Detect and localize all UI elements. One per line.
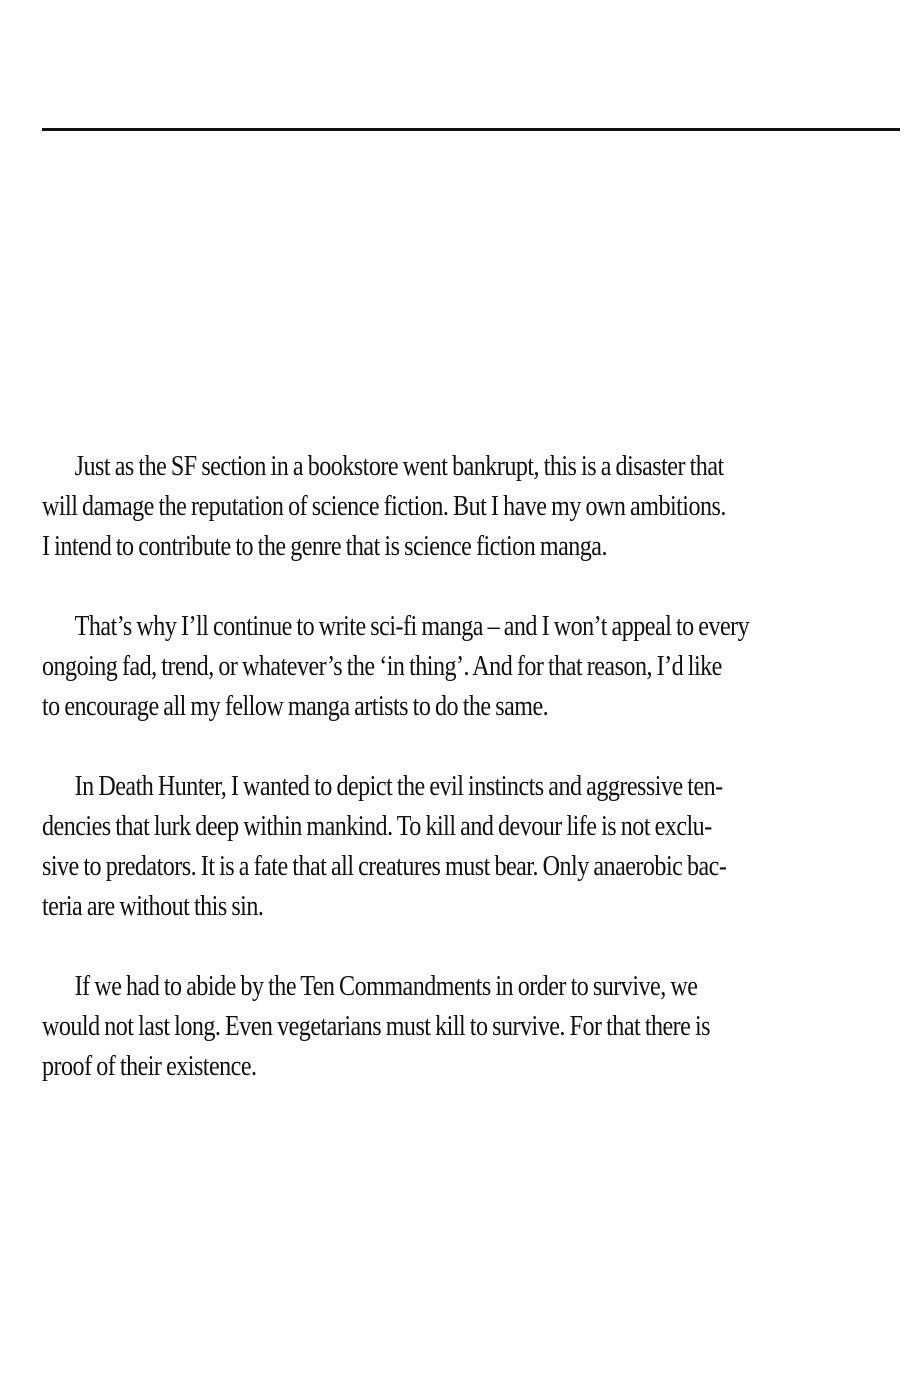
text-line: Just as the SF section in a bookstore went bankrupt, this is a disaster that — [74, 451, 724, 482]
text-line: In Death Hunter, I wanted to depict the evil instincts and aggressive ten- — [74, 771, 723, 802]
top-horizontal-rule — [42, 128, 900, 131]
text-line: ongoing fad, trend, or whatever’s the ‘in thing’. And for that reason, I’d like — [42, 651, 722, 682]
text-line: to encourage all my fellow manga artists to do the same. — [42, 691, 549, 722]
text-line: If we had to abide by the Ten Commandments in order to survive, we — [74, 971, 698, 1002]
paragraph-4 — [42, 967, 872, 1087]
text-line: teria are without this sin. — [42, 891, 264, 922]
body-text — [42, 447, 872, 1127]
text-line: That’s why I’ll continue to write sci-fi manga – and I won’t appeal to every — [74, 611, 750, 642]
text-line: I intend to contribute to the genre that is science fiction manga. — [42, 531, 607, 562]
paragraph-2 — [42, 607, 872, 727]
text-line: proof of their existence. — [42, 1051, 257, 1082]
text-line: will damage the reputation of science fiction. But I have my own ambitions. — [42, 491, 726, 522]
text-line: would not last long. Even vegetarians must kill to survive. For that there is — [42, 1011, 711, 1042]
paragraph-3 — [42, 767, 872, 927]
text-line: sive to predators. It is a fate that all creatures must bear. Only anaerobic bac- — [42, 851, 727, 882]
paragraph-1 — [42, 447, 872, 567]
text-line: dencies that lurk deep within mankind. To kill and devour life is not exclu- — [42, 811, 712, 842]
